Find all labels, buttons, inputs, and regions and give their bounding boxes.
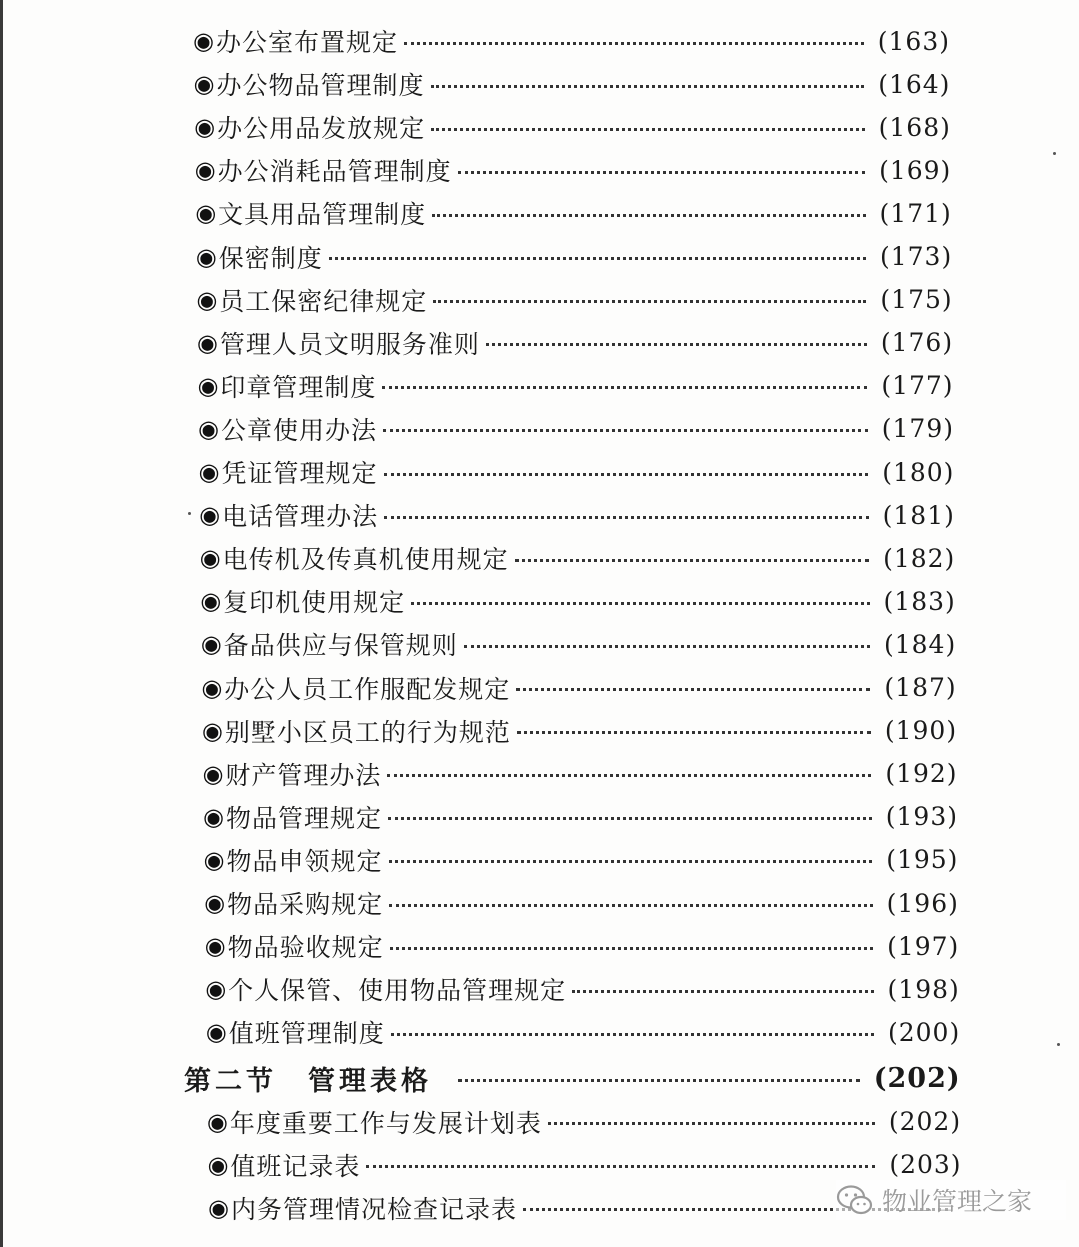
toc-page-number: (190) xyxy=(884,716,958,746)
toc-bullet: ◉ xyxy=(195,199,217,228)
toc-bullet: ◉ xyxy=(203,845,225,874)
toc-entry xyxy=(206,1012,960,1052)
toc-entry xyxy=(194,107,951,147)
toc-bullet: ◉ xyxy=(197,371,219,400)
dot-leader xyxy=(404,42,864,45)
toc-entry-title: 内务管理情况检查记录表 xyxy=(230,1194,517,1224)
dot-leader xyxy=(389,860,873,863)
toc-page-number: (200) xyxy=(887,1017,961,1047)
dot-leader xyxy=(458,1079,860,1082)
toc-bullet: ◉ xyxy=(207,1150,229,1179)
toc-entry xyxy=(207,1145,961,1185)
toc-page-number: (193) xyxy=(885,802,958,832)
toc-page-number: (164) xyxy=(878,69,951,99)
toc-page-number: (173) xyxy=(879,242,953,271)
toc-entry xyxy=(197,366,953,406)
dot-leader xyxy=(432,214,865,217)
toc-entry-title: 印章管理制度 xyxy=(220,372,377,402)
toc-entry xyxy=(207,1102,961,1142)
toc-entry xyxy=(199,495,955,535)
dot-leader xyxy=(391,1033,874,1036)
dot-leader xyxy=(388,817,872,820)
toc-entry xyxy=(195,193,952,233)
dot-leader xyxy=(515,559,869,562)
toc-page-number: (184) xyxy=(883,629,957,659)
toc-entry-title: 办公用品发放规定 xyxy=(217,114,426,144)
dot-leader xyxy=(517,731,871,734)
toc-bullet: ◉ xyxy=(199,544,221,573)
toc-page-number: (202) xyxy=(873,1062,961,1094)
dot-leader xyxy=(366,1165,875,1168)
toc-page-number: (181) xyxy=(882,500,955,530)
toc-page-number: (176) xyxy=(880,328,954,358)
toc-entry-title: 办公消耗品管理制度 xyxy=(217,157,452,187)
scan-speck xyxy=(1053,152,1056,155)
toc-bullet: ◉ xyxy=(194,156,216,185)
dot-leader xyxy=(486,343,867,346)
toc-entry xyxy=(196,280,952,320)
toc-page-number: (171) xyxy=(879,198,952,228)
toc-bullet: ◉ xyxy=(201,716,223,745)
toc-entry-title: 备品供应与保管规则 xyxy=(223,631,458,661)
toc-bullet: ◉ xyxy=(200,587,222,616)
toc-bullet: ◉ xyxy=(206,1107,228,1136)
toc-page-number: (180) xyxy=(882,457,955,487)
toc-bullet: ◉ xyxy=(198,458,220,486)
toc-entry xyxy=(198,409,954,449)
dot-leader xyxy=(548,1122,875,1125)
dot-leader xyxy=(572,990,873,993)
toc-entry xyxy=(201,624,956,664)
page-left-edge xyxy=(0,0,3,1247)
toc-page-number: (182) xyxy=(883,543,956,573)
toc-entry xyxy=(194,64,951,104)
toc-bullet: ◉ xyxy=(196,328,218,357)
toc-entry xyxy=(199,452,955,492)
toc-page-number: (163) xyxy=(877,26,950,56)
toc-bullet: ◉ xyxy=(194,113,216,142)
toc-entry xyxy=(205,969,960,1009)
dot-leader xyxy=(387,774,871,777)
toc-entry-title: 物品验收规定 xyxy=(227,933,384,963)
dot-leader xyxy=(431,85,865,88)
dot-leader xyxy=(390,947,873,950)
toc-bullet: ◉ xyxy=(198,414,219,443)
dot-leader xyxy=(384,516,869,519)
toc-page-number: (183) xyxy=(883,586,956,616)
toc-bullet: ◉ xyxy=(208,1193,229,1222)
dot-leader xyxy=(516,688,870,691)
toc-page-number: (175) xyxy=(880,285,953,315)
toc-entry-title: 凭证管理规定 xyxy=(221,459,378,488)
toc-entry xyxy=(197,323,953,363)
scan-speck xyxy=(188,512,191,515)
toc-page-number: (202) xyxy=(888,1107,962,1136)
toc-bullet: ◉ xyxy=(193,27,214,55)
toc-entry xyxy=(196,237,952,277)
toc-entry xyxy=(201,668,956,708)
toc-page-number: (168) xyxy=(878,112,951,142)
wechat-icon xyxy=(836,1184,874,1216)
toc-entry xyxy=(204,883,959,923)
section-title: 第二节 管理表格 xyxy=(184,1065,432,1097)
toc-bullet: ◉ xyxy=(201,673,223,702)
toc-entry-title: 电话管理办法 xyxy=(222,502,379,532)
toc-entry xyxy=(205,926,960,966)
toc-entry xyxy=(200,538,956,578)
toc-entry-title: 公章使用办法 xyxy=(220,415,377,445)
toc-bullet: ◉ xyxy=(200,630,222,659)
toc-bullet: ◉ xyxy=(199,501,221,530)
toc-entry-title: 员工保密纪律规定 xyxy=(219,286,428,316)
watermark-text: 物业管理之家 xyxy=(882,1187,1033,1216)
toc-bullet: ◉ xyxy=(203,802,224,831)
dot-leader xyxy=(383,429,868,432)
scan-speck xyxy=(1057,1043,1060,1046)
toc-bullet: ◉ xyxy=(205,975,227,1004)
toc-section-heading xyxy=(184,1058,961,1098)
toc-entry-title: 电传机及传真机使用规定 xyxy=(222,545,509,575)
dot-leader xyxy=(384,473,869,476)
watermark xyxy=(836,1180,1066,1220)
toc-page-number: (198) xyxy=(887,974,960,1004)
dot-leader xyxy=(433,300,866,303)
dot-leader xyxy=(329,257,866,260)
toc-entry-title: 复印机使用规定 xyxy=(223,588,406,618)
toc-entry xyxy=(200,581,956,621)
toc-entry-title: 别墅小区员工的行为规范 xyxy=(224,717,511,747)
toc-entry-title: 文具用品管理制度 xyxy=(218,200,427,230)
toc-bullet: ◉ xyxy=(204,932,226,961)
toc-entry-title: 物品申领规定 xyxy=(226,846,383,876)
toc-bullet: ◉ xyxy=(193,70,215,99)
toc-entry-title: 值班管理制度 xyxy=(228,1019,385,1049)
toc-entry-title: 办公物品管理制度 xyxy=(216,71,425,101)
toc-page-number: (196) xyxy=(886,888,959,918)
toc-entry xyxy=(203,797,958,837)
dot-leader xyxy=(458,171,865,174)
toc-page-number: (187) xyxy=(884,673,957,702)
toc-page-number: (192) xyxy=(885,759,958,789)
toc-entry-title: 办公人员工作服配发规定 xyxy=(224,674,511,704)
toc-entry xyxy=(202,754,957,794)
toc-page-number: (197) xyxy=(887,931,960,961)
toc-entry xyxy=(204,840,959,880)
toc-bullet: ◉ xyxy=(196,285,218,314)
toc-bullet: ◉ xyxy=(202,759,224,788)
toc-entry-title: 办公室布置规定 xyxy=(215,28,398,57)
dot-leader xyxy=(382,386,867,389)
toc-entry-title: 财产管理办法 xyxy=(225,760,382,790)
dot-leader xyxy=(411,602,869,605)
toc-entry xyxy=(202,711,957,751)
toc-entry-title: 管理人员文明服务准则 xyxy=(219,329,480,359)
toc-page-number: (177) xyxy=(881,371,954,401)
toc-entry-title: 保密制度 xyxy=(218,243,323,273)
dot-leader xyxy=(431,128,865,131)
toc-page-number: (195) xyxy=(886,845,959,875)
toc-page-number: (169) xyxy=(879,155,952,185)
toc-bullet: ◉ xyxy=(195,242,217,271)
toc-entry-title: 值班记录表 xyxy=(230,1151,361,1181)
dot-leader xyxy=(464,645,870,648)
toc-page-number: (179) xyxy=(881,414,954,444)
toc-entry xyxy=(195,150,952,190)
dot-leader xyxy=(389,904,873,907)
toc-entry-title: 物品采购规定 xyxy=(227,890,384,919)
toc-bullet: ◉ xyxy=(205,1018,227,1047)
toc-entry-title: 物品管理规定 xyxy=(225,803,382,833)
toc-entry-title: 个人保管、使用物品管理规定 xyxy=(228,976,567,1006)
toc-bullet: ◉ xyxy=(204,889,226,917)
toc-entry-title: 年度重要工作与发展计划表 xyxy=(229,1108,542,1138)
toc-entry xyxy=(193,21,950,61)
toc-page-number: (203) xyxy=(889,1150,962,1180)
